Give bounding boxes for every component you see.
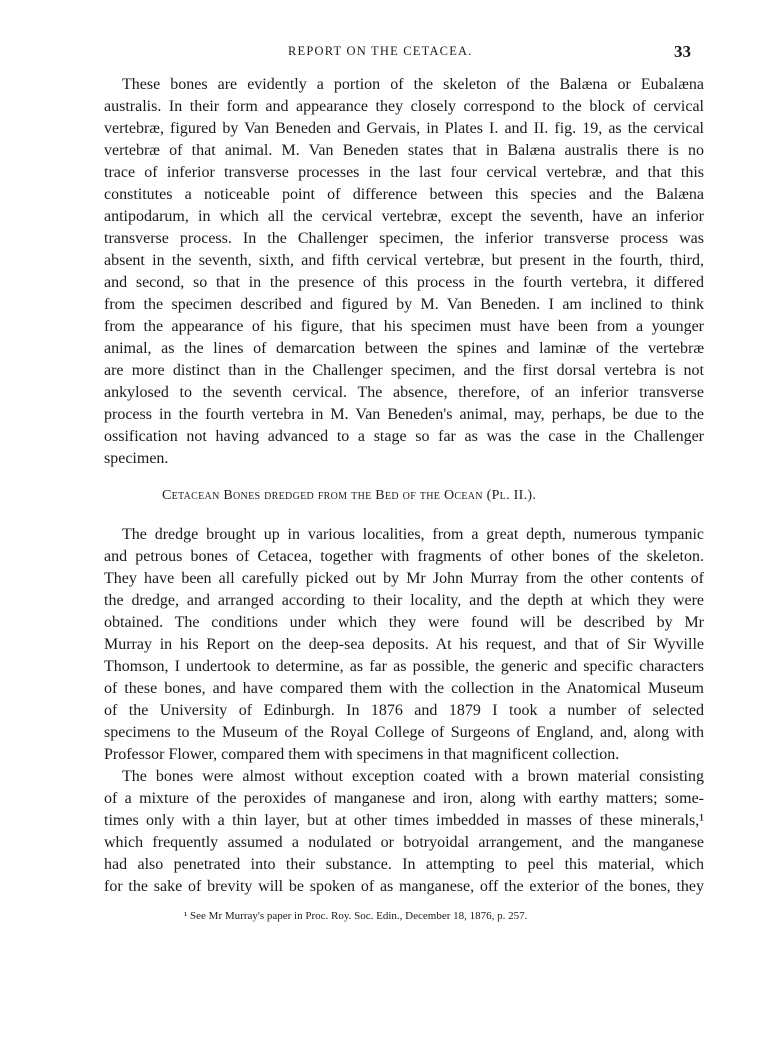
page-number: 33 [674, 42, 691, 61]
para2-line: specimens to the Museum of the Royal College of Surgeons of England, and, along with [104, 724, 704, 741]
para1-line: antipodarum, in which all the cervical vertebræ, except the seventh, have an inferior [104, 208, 704, 225]
para1-line: constitutes a noticeable point of difference between this species and the Balæna [104, 186, 704, 203]
para3-line: for the sake of brevity will be spoken of as manganese, off the exterior of the bones, they [104, 878, 704, 895]
para1-line: These bones are evidently a portion of the skeleton of the Balæna or Eubalæna [122, 76, 704, 93]
para1-line: vertebræ of that animal. M. Van Beneden states that in Balæna australis there is no [104, 142, 704, 159]
para3-line: The bones were almost without exception coated with a brown material consisting [122, 768, 704, 785]
para1-line: from the appearance of his figure, that his specimen must have been from a younger [104, 318, 704, 335]
para1-line: absent in the seventh, sixth, and fifth cervical vertebræ, but present in the fourth, third, [104, 252, 704, 269]
para2-line: of the University of Edinburgh. In 1876 and 1879 I took a number of selected [104, 702, 704, 719]
para2-line: obtained. The conditions under which they were found will be described by Mr [104, 614, 704, 631]
para1-line: process in the fourth vertebra in M. Van Beneden's animal, may, perhaps, be due to the [104, 406, 704, 423]
para1-line: australis. In their form and appearance they closely correspond to the block of cervical [104, 98, 704, 115]
para3-line: which frequently assumed a nodulated or botryoidal arrangement, and the manganese [104, 834, 704, 851]
para1-line: from the specimen described and figured by M. Van Beneden. I am inclined to think [104, 296, 704, 313]
para1-line: are more distinct than in the Challenger specimen, and the first dorsal vertebra is not [104, 362, 704, 379]
para2-line: The dredge brought up in various localities, from a great depth, numerous tympanic [122, 526, 704, 543]
para2-line: and petrous bones of Cetacea, together with fragments of other bones of the skeleton. [104, 548, 704, 565]
para2-line: the dredge, and arranged according to their locality, and the depth at which they were [104, 592, 704, 609]
para2-line: Thomson, I undertook to determine, as far as possible, the generic and specific characters [104, 658, 704, 675]
footnote: ¹ See Mr Murray's paper in Proc. Roy. Soc. Edin., December 18, 1876, p. 257. [184, 910, 528, 922]
para1-line: specimen. [104, 450, 169, 467]
para1-line: and second, so that in the presence of this process in the fourth vertebra, it differed [104, 274, 704, 291]
para2-line: of these bones, and have compared them with the collection in the Anatomical Museum [104, 680, 704, 697]
para1-line: trace of inferior transverse processes in the last four cervical vertebræ, and that this [104, 164, 704, 181]
para1-line: ankylosed to the seventh cervical. The absence, therefore, of an inferior transverse [104, 384, 704, 401]
para1-line: ossification not having advanced to a stage so far as was the case in the Challenger [104, 428, 704, 445]
para2-line: Professor Flower, compared them with specimens in that magnificent collection. [104, 746, 620, 763]
para1-line: animal, as the lines of demarcation between the spines and laminæ of the vertebræ [104, 340, 704, 357]
para3-line: times only with a thin layer, but at other times imbedded in masses of these minerals,¹ [104, 812, 704, 829]
para2-line: They have been all carefully picked out by Mr John Murray from the other contents of [104, 570, 704, 587]
para3-line: had also penetrated into their substance. In attempting to peel this material, which [104, 856, 704, 873]
para2-line: Murray in his Report on the deep-sea deposits. At his request, and that of Sir Wyville [104, 636, 704, 653]
section-heading: Cetacean Bones dredged from the Bed of the Ocean (Pl. II.). [162, 488, 537, 503]
para3-line: of a mixture of the peroxides of manganese and iron, along with earthy matters; some- [104, 790, 704, 807]
running-head: REPORT ON THE CETACEA. [288, 44, 473, 58]
para1-line: transverse process. In the Challenger specimen, the inferior transverse process was [104, 230, 704, 247]
para1-line: vertebræ, figured by Van Beneden and Gervais, in Plates I. and II. fig. 19, as the cervical [104, 120, 704, 137]
